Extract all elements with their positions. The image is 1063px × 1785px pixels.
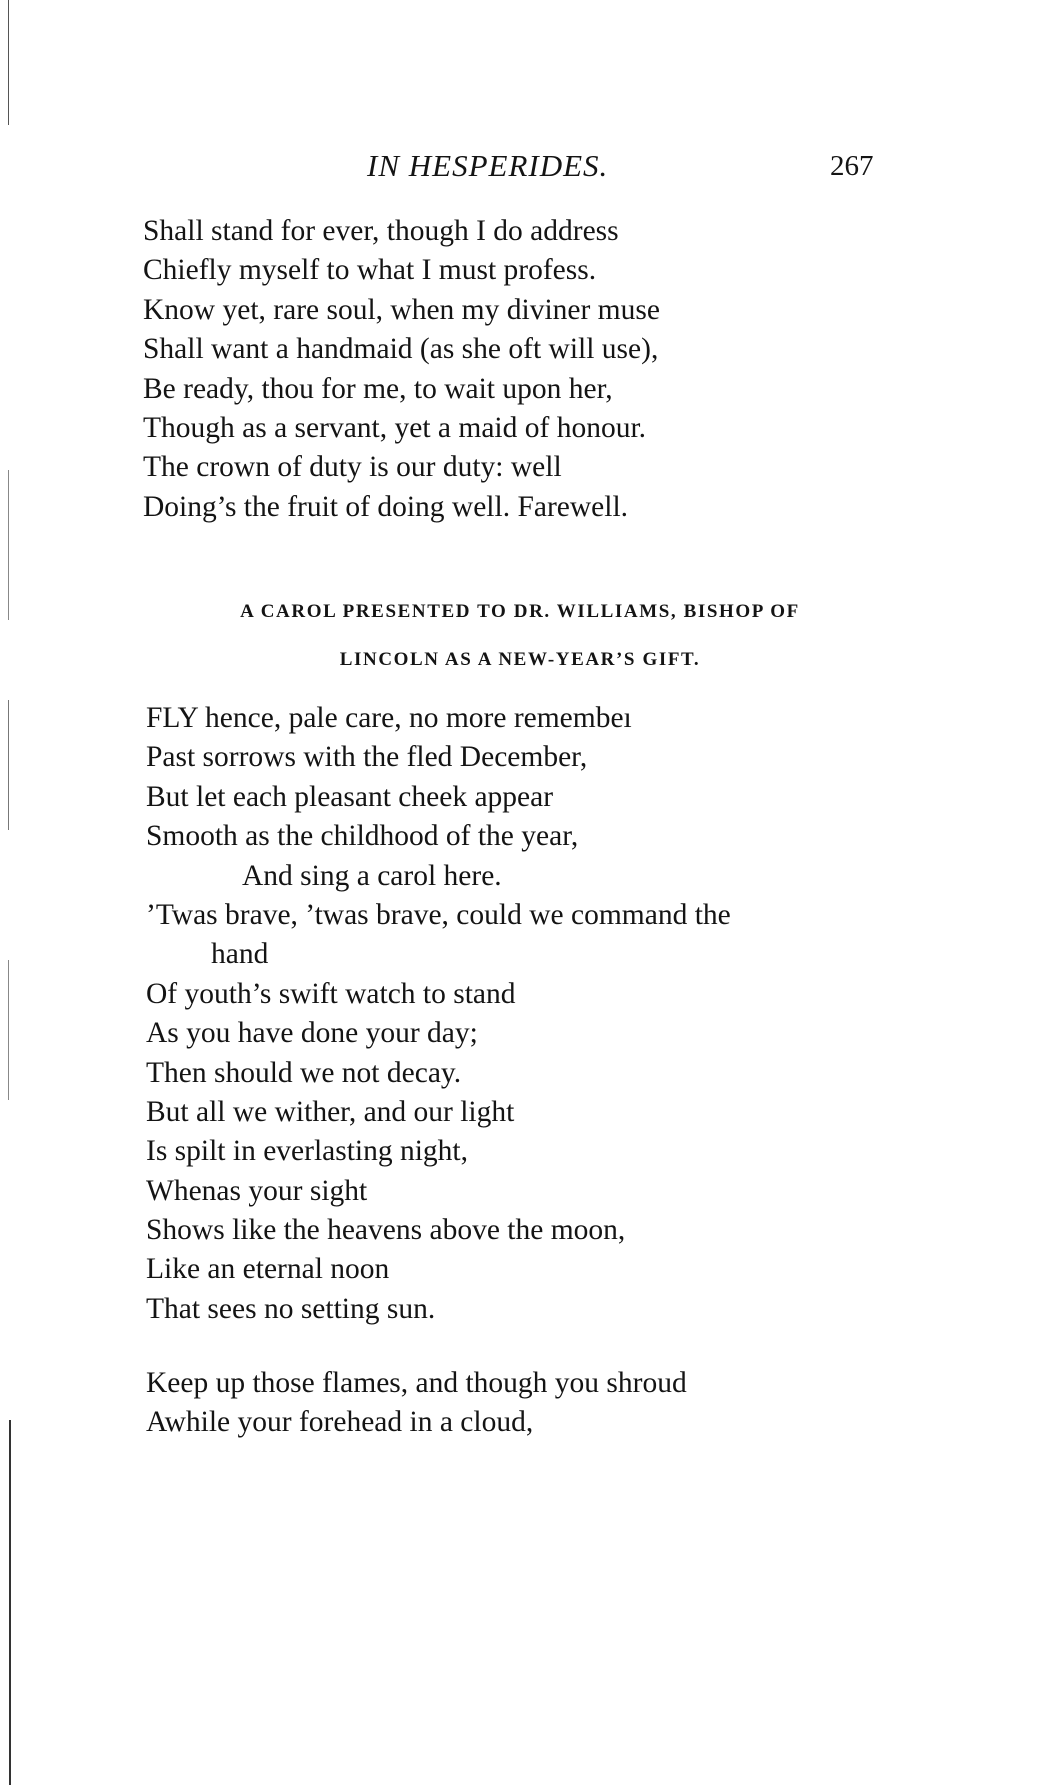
gutter-mark bbox=[9, 1420, 11, 1785]
verse-line: Though as a servant, yet a maid of honour. bbox=[143, 411, 647, 444]
verse-line: The crown of duty is our duty: well bbox=[143, 451, 562, 484]
verse-line: Of youth’s swift watch to stand bbox=[146, 977, 516, 1010]
gutter-mark bbox=[8, 960, 9, 1100]
verse-line: Awhile your forehead in a cloud, bbox=[146, 1406, 534, 1439]
verse-line: But let each pleasant cheek appear bbox=[146, 780, 554, 813]
gutter-mark bbox=[8, 470, 9, 620]
gutter-mark bbox=[8, 0, 9, 125]
verse-line: Keep up those flames, and though you shroud bbox=[146, 1367, 687, 1399]
verse-line: Past sorrows with the fled December, bbox=[146, 741, 588, 774]
verse-line: Shows like the heavens above the moon, bbox=[146, 1214, 626, 1247]
verse-line: As you have done your day; bbox=[146, 1017, 478, 1050]
gutter-mark bbox=[8, 700, 9, 830]
poem-heading-line-1: A CAROL PRESENTED TO DR. WILLIAMS, BISHOP OF bbox=[240, 601, 800, 622]
page-number: 267 bbox=[830, 150, 874, 182]
carol-stanza-one bbox=[146, 699, 731, 1329]
verse-line: Doing’s the fruit of doing well. Farewell. bbox=[143, 490, 629, 523]
verse-line: Shall stand for ever, though I do address bbox=[143, 215, 619, 247]
running-title: IN HESPERIDES. bbox=[367, 148, 609, 183]
verse-line: Whenas your sight bbox=[146, 1174, 368, 1207]
verse-line: FLY hence, pale care, no more remembeı bbox=[146, 702, 632, 734]
verse-line: ’Twas brave, ’twas brave, could we command the bbox=[146, 898, 731, 931]
verse-line: Is spilt in everlasting night, bbox=[146, 1135, 469, 1168]
stanza-one bbox=[143, 212, 660, 527]
poem-heading-line-2: LINCOLN AS A NEW-YEAR’S GIFT. bbox=[339, 649, 701, 670]
verse-line: Then should we not decay. bbox=[146, 1056, 462, 1089]
running-head bbox=[140, 148, 890, 188]
verse-line: Like an eternal noon bbox=[146, 1253, 390, 1286]
verse-line: Be ready, thou for me, to wait upon her, bbox=[143, 372, 613, 405]
verse-line: hand bbox=[211, 938, 269, 971]
verse-line: That sees no setting sun. bbox=[146, 1292, 436, 1325]
carol-stanza-two bbox=[146, 1364, 687, 1443]
verse-line: Chiefly myself to what I must profess. bbox=[143, 254, 597, 287]
verse-line: But all we wither, and our light bbox=[146, 1095, 515, 1128]
verse-line: Shall want a handmaid (as she oft will use), bbox=[143, 333, 659, 366]
verse-line: Smooth as the childhood of the year, bbox=[146, 820, 579, 853]
verse-line: And sing a carol here. bbox=[242, 859, 502, 892]
verse-line: Know yet, rare soul, when my diviner muse bbox=[143, 293, 660, 326]
